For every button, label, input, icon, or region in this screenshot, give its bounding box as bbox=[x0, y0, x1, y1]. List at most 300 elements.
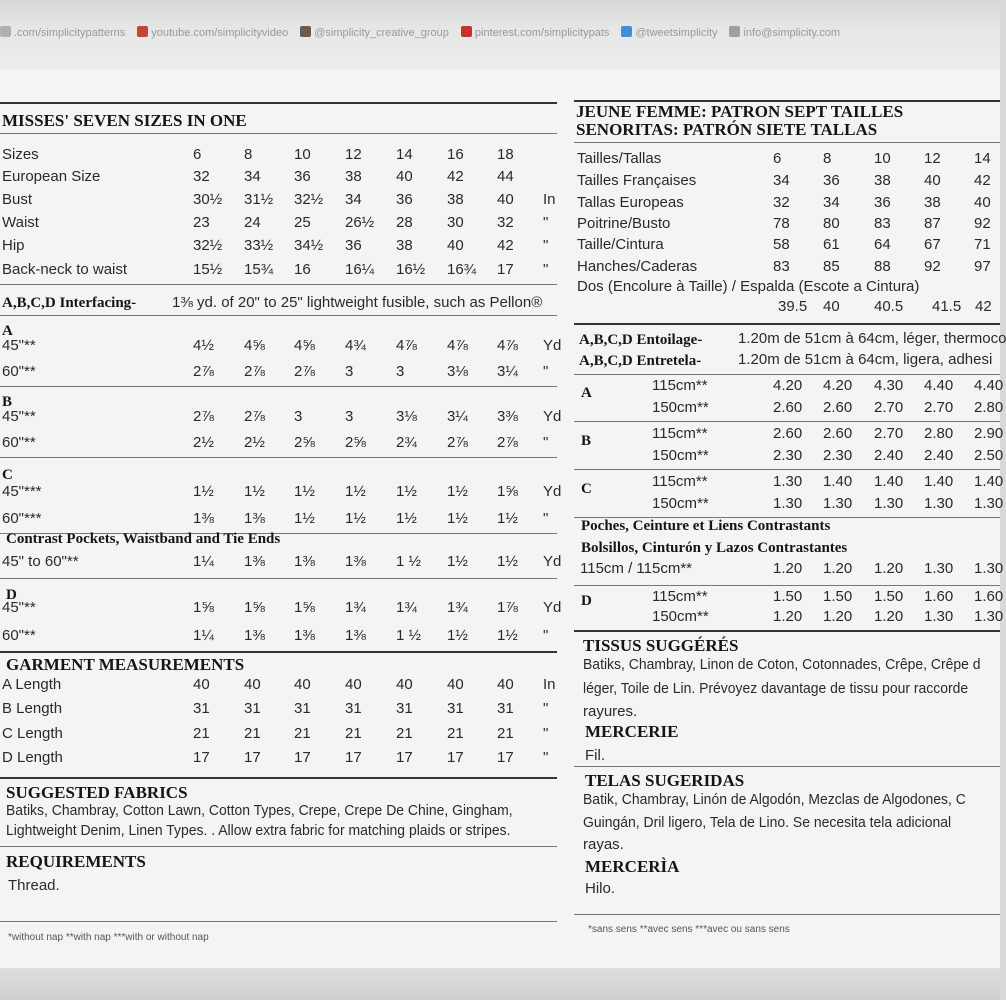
yardage-row-value: 1½ bbox=[396, 483, 417, 500]
yardage-row-value: 1⅝ bbox=[244, 599, 265, 616]
body-measurement-row-value: 18 bbox=[497, 146, 514, 163]
yardage-row-value: 2⅞ bbox=[244, 363, 265, 380]
divider bbox=[0, 386, 557, 387]
dos-value: 41.5 bbox=[932, 298, 962, 315]
merceria-text: Hilo. bbox=[585, 880, 616, 897]
body-measurement-row-value: 15½ bbox=[193, 261, 223, 278]
body-measurement-row-value: 32½ bbox=[193, 237, 223, 254]
body-measurement-row-value: 38 bbox=[396, 237, 413, 254]
garment-length-row-value: 40 bbox=[244, 676, 261, 693]
instagram-icon bbox=[300, 26, 311, 37]
metric-yardage-row-value: 2.60 bbox=[823, 399, 853, 416]
garment-length-row-value: 17 bbox=[294, 749, 311, 766]
yardage-row-value: 4¾ bbox=[345, 337, 366, 354]
social-link-5[interactable] bbox=[729, 27, 840, 39]
dos-value: 42 bbox=[975, 298, 992, 315]
twitter-icon bbox=[621, 26, 632, 37]
metric-measurement-row-value: 10 bbox=[874, 150, 891, 167]
metric-measurement-row-value: 42 bbox=[974, 172, 991, 189]
social-link-1[interactable] bbox=[137, 27, 288, 39]
body-measurement-row-value: 40 bbox=[497, 191, 514, 208]
body-measurement-row-value: 36 bbox=[396, 191, 413, 208]
body-measurement-row-label: Bust bbox=[2, 191, 33, 208]
body-measurement-row-value: 12 bbox=[345, 146, 362, 163]
right-footnote: *sans sens **avec sens ***avec ou sans sens bbox=[588, 924, 790, 935]
social-link-2[interactable] bbox=[300, 27, 449, 39]
yardage-row-value: 3 bbox=[294, 408, 303, 425]
yardage-row-value: 2⅞ bbox=[497, 434, 518, 451]
body-measurement-row-value: 42 bbox=[447, 168, 464, 185]
telas-text: rayas. bbox=[583, 836, 624, 853]
contrast-metric-row-label: 115cm / 115cm** bbox=[580, 560, 692, 577]
metric-yardage-row-value: 1.50 bbox=[874, 588, 904, 605]
yardage-row-value: 1⅜ bbox=[345, 627, 366, 644]
mercerie-title: MERCERIE bbox=[585, 722, 679, 741]
view-letter: C bbox=[581, 481, 592, 497]
interfacing-text: 1⅜ yd. of 20" to 25" lightweight fusible, such as Pellon® bbox=[172, 294, 543, 311]
tissus-text: rayures. bbox=[583, 703, 638, 720]
telas-sugeridas-title: TELAS SUGERIDAS bbox=[585, 771, 745, 790]
mercerie-text: Fil. bbox=[585, 747, 605, 764]
body-measurement-row-value: 32 bbox=[193, 168, 210, 185]
divider bbox=[0, 315, 557, 316]
garment-length-row-value: 31 bbox=[294, 700, 311, 717]
requirements-text: Thread. bbox=[8, 877, 60, 894]
yardage-row-value: 4½ bbox=[193, 337, 214, 354]
yardage-row-value: 4⅞ bbox=[497, 337, 518, 354]
requirements-title: REQUIREMENTS bbox=[6, 852, 146, 871]
metric-measurement-row-label: Tallas Europeas bbox=[577, 194, 684, 211]
body-measurement-row-value: 24 bbox=[244, 214, 261, 231]
divider bbox=[0, 651, 557, 653]
contrast-yardage-row-unit: Yd bbox=[543, 553, 562, 570]
web-icon bbox=[0, 26, 11, 37]
metric-yardage-row-value: 1.30 bbox=[924, 608, 954, 625]
yardage-row-label: 60"** bbox=[2, 627, 36, 644]
yardage-row-value: 1½ bbox=[396, 510, 417, 527]
body-measurement-row-value: 25 bbox=[294, 214, 311, 231]
social-links bbox=[0, 26, 1000, 44]
metric-measurement-row-value: 92 bbox=[924, 258, 941, 275]
telas-text: Batik, Chambray, Linón de Algodón, Mezclas de Algodones, C bbox=[583, 791, 966, 808]
garment-measurements-title: GARMENT MEASUREMENTS bbox=[6, 655, 245, 674]
telas-text: Guingán, Dril ligero, Tela de Lino. Se necesita tela adicional bbox=[583, 814, 952, 831]
garment-length-row-value: 40 bbox=[396, 676, 413, 693]
yardage-row-value: 1½ bbox=[447, 627, 468, 644]
metric-measurement-row-value: 87 bbox=[924, 215, 941, 232]
yardage-row-value: 4⅝ bbox=[294, 337, 315, 354]
body-measurement-row-unit: " bbox=[543, 214, 549, 231]
body-measurement-row-label: Back-neck to waist bbox=[2, 261, 128, 278]
body-measurement-row-value: 36 bbox=[345, 237, 362, 254]
metric-measurement-row-value: 64 bbox=[874, 236, 891, 253]
social-link-0[interactable] bbox=[0, 27, 125, 39]
divider bbox=[574, 914, 1000, 915]
metric-yardage-row-value: 4.20 bbox=[773, 377, 803, 394]
senoritas-title: SENORITAS: PATRÓN SIETE TALLAS bbox=[576, 120, 878, 139]
garment-length-row-value: 40 bbox=[193, 676, 210, 693]
metric-measurement-row-value: 71 bbox=[974, 236, 991, 253]
metric-measurement-row-value: 61 bbox=[823, 236, 840, 253]
yardage-row-value: 1¾ bbox=[396, 599, 417, 616]
body-measurement-row-value: 30½ bbox=[193, 191, 223, 208]
garment-length-row-value: 17 bbox=[244, 749, 261, 766]
yardage-row-unit: Yd bbox=[543, 408, 562, 425]
yardage-row-value: 1½ bbox=[345, 483, 366, 500]
garment-length-row-value: 21 bbox=[345, 725, 362, 742]
metric-measurement-row-value: 80 bbox=[823, 215, 840, 232]
metric-yardage-row-value: 2.80 bbox=[974, 399, 1004, 416]
divider bbox=[574, 585, 1000, 586]
yardage-row-value: 1½ bbox=[447, 510, 468, 527]
view-letter: B bbox=[581, 433, 592, 449]
yardage-row-unit: " bbox=[543, 627, 549, 644]
yardage-row-value: 1⅝ bbox=[294, 599, 315, 616]
yardage-row-value: 4⅞ bbox=[447, 337, 468, 354]
garment-length-row-value: 17 bbox=[497, 749, 514, 766]
yardage-row-label: 45"** bbox=[2, 337, 36, 354]
misses-sizes-title: MISSES' SEVEN SIZES IN ONE bbox=[2, 111, 247, 130]
view-letter: A bbox=[581, 385, 592, 401]
yardage-row-value: 1 ½ bbox=[396, 627, 422, 644]
contrast-pockets-title: Contrast Pockets, Waistband and Tie Ends bbox=[6, 531, 281, 547]
social-link-3[interactable] bbox=[461, 27, 610, 39]
metric-yardage-row-value: 4.30 bbox=[874, 377, 904, 394]
divider bbox=[0, 921, 557, 922]
body-measurement-row-label: Sizes bbox=[2, 146, 39, 163]
metric-yardage-row-label: 150cm** bbox=[652, 495, 709, 512]
garment-length-row-value: 31 bbox=[447, 700, 464, 717]
divider bbox=[574, 142, 1000, 143]
interfacing-label: A,B,C,D Interfacing- bbox=[2, 295, 137, 311]
yardage-row-unit: " bbox=[543, 434, 549, 451]
metric-yardage-row-label: 150cm** bbox=[652, 399, 709, 416]
yardage-row-value: 2⅞ bbox=[447, 434, 468, 451]
metric-yardage-row-value: 1.30 bbox=[974, 495, 1004, 512]
metric-yardage-row-value: 1.30 bbox=[874, 495, 904, 512]
metric-measurement-row-value: 40 bbox=[924, 172, 941, 189]
garment-length-row-unit: " bbox=[543, 725, 549, 742]
body-measurement-row-value: 32 bbox=[497, 214, 514, 231]
suggested-fabrics-text: Batiks, Chambray, Cotton Lawn, Cotton Types, Crepe, Crepe De Chine, Gingham, bbox=[6, 802, 513, 819]
metric-yardage-row-value: 2.60 bbox=[773, 399, 803, 416]
contrast-french-title: Poches, Ceinture et Liens Contrastants bbox=[581, 518, 831, 534]
metric-measurement-row-label: Hanches/Caderas bbox=[577, 258, 698, 275]
tissus-suggeres-title: TISSUS SUGGÉRÉS bbox=[583, 636, 739, 655]
garment-length-row-value: 40 bbox=[497, 676, 514, 693]
yardage-row-value: 3⅜ bbox=[497, 408, 518, 425]
contrast-metric-row-value: 1.30 bbox=[974, 560, 1004, 577]
yardage-row-value: 1⅝ bbox=[193, 599, 214, 616]
social-link-text: @tweetsimplicity bbox=[635, 27, 718, 39]
metric-yardage-row-value: 2.70 bbox=[874, 399, 904, 416]
metric-measurement-row-value: 85 bbox=[823, 258, 840, 275]
garment-length-row-value: 31 bbox=[345, 700, 362, 717]
body-measurement-row-value: 40 bbox=[447, 237, 464, 254]
garment-length-row-label: B Length bbox=[2, 700, 63, 717]
garment-length-row-value: 21 bbox=[244, 725, 261, 742]
suggested-fabrics-text: Lightweight Denim, Linen Types. . Allow extra fabric for matching plaids or stripes. bbox=[6, 822, 511, 839]
divider bbox=[0, 102, 557, 104]
yardage-row-value: 1⅜ bbox=[244, 627, 265, 644]
metric-yardage-row-value: 2.40 bbox=[924, 447, 954, 464]
metric-measurement-row-value: 40 bbox=[974, 194, 991, 211]
merceria-title: MERCERÌA bbox=[585, 857, 680, 876]
yardage-row-value: 2⅞ bbox=[244, 408, 265, 425]
left-footnote: *without nap **with nap ***with or without nap bbox=[8, 932, 209, 943]
yardage-row-value: 1⅝ bbox=[497, 483, 518, 500]
yardage-row-value: 1⅞ bbox=[497, 599, 518, 616]
metric-yardage-row-value: 2.70 bbox=[924, 399, 954, 416]
garment-length-row-value: 31 bbox=[193, 700, 210, 717]
yardage-row-value: 2¾ bbox=[396, 434, 417, 451]
divider bbox=[574, 374, 1000, 375]
garment-length-row-value: 21 bbox=[193, 725, 210, 742]
contrast-yardage-row-value: 1 ½ bbox=[396, 553, 422, 570]
garment-length-row-value: 21 bbox=[294, 725, 311, 742]
metric-yardage-row-value: 1.40 bbox=[874, 473, 904, 490]
metric-measurement-row-value: 67 bbox=[924, 236, 941, 253]
youtube-icon bbox=[137, 26, 148, 37]
yardage-row-value: 3¼ bbox=[497, 363, 518, 380]
body-measurement-row-value: 38 bbox=[345, 168, 362, 185]
metric-yardage-row-value: 2.50 bbox=[974, 447, 1004, 464]
contrast-yardage-row-value: 1½ bbox=[497, 553, 518, 570]
divider bbox=[0, 457, 557, 458]
yardage-row-value: 1½ bbox=[345, 510, 366, 527]
divider bbox=[574, 421, 1000, 422]
view-letter: D bbox=[6, 587, 17, 603]
body-measurement-row-value: 16 bbox=[294, 261, 311, 278]
yardage-row-value: 1⅜ bbox=[244, 510, 265, 527]
view-letter: A bbox=[2, 323, 13, 339]
social-link-4[interactable] bbox=[621, 27, 717, 39]
metric-yardage-row-value: 2.60 bbox=[773, 425, 803, 442]
yardage-row-unit: Yd bbox=[543, 599, 562, 616]
yardage-row-value: 1½ bbox=[497, 627, 518, 644]
garment-length-row-value: 17 bbox=[193, 749, 210, 766]
body-measurement-row-value: 8 bbox=[244, 146, 253, 163]
garment-length-row-value: 40 bbox=[345, 676, 362, 693]
body-measurement-row-value: 17 bbox=[497, 261, 514, 278]
metric-yardage-row-label: 115cm** bbox=[652, 473, 708, 490]
yardage-row-value: 1½ bbox=[294, 483, 315, 500]
yardage-row-value: 1½ bbox=[193, 483, 214, 500]
yardage-row-label: 60"** bbox=[2, 363, 36, 380]
garment-length-row-value: 17 bbox=[447, 749, 464, 766]
body-measurement-row-value: 23 bbox=[193, 214, 210, 231]
yardage-row-value: 3⅛ bbox=[447, 363, 468, 380]
divider bbox=[574, 323, 1000, 325]
garment-length-row-value: 31 bbox=[396, 700, 413, 717]
metric-yardage-row-value: 2.30 bbox=[773, 447, 803, 464]
metric-measurement-row-value: 88 bbox=[874, 258, 891, 275]
metric-yardage-row-value: 2.70 bbox=[874, 425, 904, 442]
body-measurement-row-label: Hip bbox=[2, 237, 25, 254]
metric-measurement-row-value: 32 bbox=[773, 194, 790, 211]
metric-measurement-row-value: 34 bbox=[773, 172, 790, 189]
yardage-row-value: 1¾ bbox=[447, 599, 468, 616]
metric-measurement-row-value: 34 bbox=[823, 194, 840, 211]
tissus-text: Batiks, Chambray, Linon de Coton, Cotonnades, Crêpe, Crêpe d bbox=[583, 656, 981, 673]
body-measurement-row-value: 15¾ bbox=[244, 261, 274, 278]
metric-yardage-row-value: 2.30 bbox=[823, 447, 853, 464]
metric-measurement-row-value: 58 bbox=[773, 236, 790, 253]
body-measurement-row-value: 16¾ bbox=[447, 261, 477, 278]
garment-length-row-value: 17 bbox=[396, 749, 413, 766]
dos-value: 40 bbox=[823, 298, 840, 315]
body-measurement-row-value: 44 bbox=[497, 168, 514, 185]
metric-yardage-row-label: 115cm** bbox=[652, 588, 708, 605]
entoilage-text: 1.20m de 51cm à 64cm, léger, thermoco bbox=[738, 330, 1006, 347]
social-link-text: .com/simplicitypatterns bbox=[14, 27, 126, 39]
contrast-spanish-title: Bolsillos, Cinturón y Lazos Contrastantes bbox=[581, 540, 848, 556]
metric-yardage-row-value: 1.20 bbox=[874, 608, 904, 625]
yardage-row-unit: Yd bbox=[543, 337, 562, 354]
yardage-row-value: 2⅞ bbox=[294, 363, 315, 380]
divider bbox=[0, 846, 557, 847]
yardage-row-unit: " bbox=[543, 363, 549, 380]
metric-yardage-row-label: 115cm** bbox=[652, 425, 708, 442]
contrast-yardage-row-value: 1⅜ bbox=[345, 553, 366, 570]
social-link-text: info@simplicity.com bbox=[743, 27, 841, 39]
garment-length-row-value: 31 bbox=[497, 700, 514, 717]
entretela-text: 1.20m de 51cm à 64cm, ligera, adhesi bbox=[738, 351, 993, 368]
garment-length-row-label: A Length bbox=[2, 676, 62, 693]
body-measurement-row-value: 34 bbox=[244, 168, 261, 185]
metric-measurement-row-label: Tailles Françaises bbox=[577, 172, 697, 189]
metric-yardage-row-value: 4.40 bbox=[974, 377, 1004, 394]
suggested-fabrics-title: SUGGESTED FABRICS bbox=[6, 783, 188, 802]
body-measurement-row-label: European Size bbox=[2, 168, 101, 185]
garment-length-row-label: C Length bbox=[2, 725, 63, 742]
garment-length-row-unit: In bbox=[543, 676, 556, 693]
metric-yardage-row-value: 1.60 bbox=[924, 588, 954, 605]
tissus-text: léger, Toile de Lin. Prévoyez davantage de tissu pour raccorde bbox=[583, 680, 969, 697]
social-link-text: youtube.com/simplicityvideo bbox=[151, 27, 289, 39]
contrast-yardage-row-label: 45" to 60"** bbox=[2, 553, 79, 570]
yardage-row-value: 1½ bbox=[244, 483, 265, 500]
yardage-row-label: 45"** bbox=[2, 408, 36, 425]
body-measurement-row-value: 6 bbox=[193, 146, 202, 163]
view-letter: B bbox=[2, 394, 13, 410]
metric-measurement-row-value: 97 bbox=[974, 258, 991, 275]
yardage-row-value: 1⅜ bbox=[294, 627, 315, 644]
metric-yardage-row-label: 150cm** bbox=[652, 447, 709, 464]
yardage-row-label: 60"** bbox=[2, 434, 36, 451]
garment-length-row-value: 21 bbox=[497, 725, 514, 742]
yardage-row-unit: Yd bbox=[543, 483, 562, 500]
body-measurement-row-value: 16¼ bbox=[345, 261, 375, 278]
yardage-row-value: 2½ bbox=[193, 434, 214, 451]
view-letter: C bbox=[2, 467, 13, 483]
yardage-row-label: 45"** bbox=[2, 599, 36, 616]
garment-length-row-unit: " bbox=[543, 749, 549, 766]
metric-yardage-row-value: 1.30 bbox=[823, 495, 853, 512]
contrast-yardage-row-value: 1⅜ bbox=[244, 553, 265, 570]
garment-length-row-value: 40 bbox=[294, 676, 311, 693]
page-edge bbox=[0, 968, 1000, 1000]
jeune-femme-title: JEUNE FEMME: PATRON SEPT TAILLES bbox=[576, 102, 904, 121]
yardage-row-value: 1½ bbox=[447, 483, 468, 500]
contrast-yardage-row-value: 1¼ bbox=[193, 553, 214, 570]
contrast-metric-row-value: 1.30 bbox=[924, 560, 954, 577]
metric-yardage-row-value: 2.40 bbox=[874, 447, 904, 464]
metric-yardage-row-label: 115cm** bbox=[652, 377, 708, 394]
body-measurement-row-value: 33½ bbox=[244, 237, 274, 254]
yardage-row-value: 1½ bbox=[294, 510, 315, 527]
yardage-row-label: 45"*** bbox=[2, 483, 42, 500]
metric-measurement-row-label: Poitrine/Busto bbox=[577, 215, 671, 232]
metric-yardage-row-value: 1.30 bbox=[773, 473, 803, 490]
yardage-row-label: 60"*** bbox=[2, 510, 42, 527]
yardage-row-value: 3 bbox=[396, 363, 405, 380]
body-measurement-row-value: 16½ bbox=[396, 261, 426, 278]
garment-length-row-value: 21 bbox=[447, 725, 464, 742]
yardage-row-value: 1¾ bbox=[345, 599, 366, 616]
view-letter: D bbox=[581, 593, 592, 609]
metric-yardage-row-value: 2.80 bbox=[924, 425, 954, 442]
body-measurement-row-value: 31½ bbox=[244, 191, 274, 208]
metric-yardage-row-value: 4.40 bbox=[924, 377, 954, 394]
metric-yardage-row-value: 1.30 bbox=[773, 495, 803, 512]
garment-length-row-value: 17 bbox=[345, 749, 362, 766]
yardage-row-value: 2⅞ bbox=[193, 363, 214, 380]
metric-yardage-row-value: 1.40 bbox=[823, 473, 853, 490]
contrast-yardage-row-value: 1⅜ bbox=[294, 553, 315, 570]
yardage-row-value: 4⅞ bbox=[396, 337, 417, 354]
body-measurement-row-value: 28 bbox=[396, 214, 413, 231]
body-measurement-row-value: 42 bbox=[497, 237, 514, 254]
yardage-row-value: 3 bbox=[345, 363, 354, 380]
yardage-row-value: 1⅜ bbox=[193, 510, 214, 527]
yardage-row-value: 1½ bbox=[497, 510, 518, 527]
body-measurement-row-unit: " bbox=[543, 237, 549, 254]
entoilage-label: A,B,C,D Entoilage- bbox=[579, 332, 703, 348]
metric-measurement-row-value: 12 bbox=[924, 150, 941, 167]
yardage-row-value: 2⅝ bbox=[294, 434, 315, 451]
divider bbox=[574, 630, 1000, 632]
social-link-text: pinterest.com/simplicitypats bbox=[474, 27, 610, 39]
metric-measurement-row-label: Tailles/Tallas bbox=[577, 150, 662, 167]
metric-yardage-row-value: 1.50 bbox=[823, 588, 853, 605]
body-measurement-row-value: 10 bbox=[294, 146, 311, 163]
yardage-row-value: 2½ bbox=[244, 434, 265, 451]
metric-measurement-row-value: 38 bbox=[874, 172, 891, 189]
mail-icon bbox=[729, 26, 740, 37]
body-measurement-row-value: 26½ bbox=[345, 214, 375, 231]
garment-length-row-unit: " bbox=[543, 700, 549, 717]
divider bbox=[574, 469, 1000, 470]
metric-yardage-row-value: 1.20 bbox=[823, 608, 853, 625]
metric-measurement-row-value: 92 bbox=[974, 215, 991, 232]
metric-measurement-row-value: 78 bbox=[773, 215, 790, 232]
metric-measurement-row-value: 36 bbox=[874, 194, 891, 211]
yardage-row-value: 3 bbox=[345, 408, 354, 425]
dos-value: 40.5 bbox=[874, 298, 904, 315]
yardage-row-value: 2⅝ bbox=[345, 434, 366, 451]
yardage-row-value: 4⅝ bbox=[244, 337, 265, 354]
metric-measurement-row-value: 83 bbox=[874, 215, 891, 232]
divider bbox=[0, 777, 557, 779]
yardage-row-value: 2⅞ bbox=[193, 408, 214, 425]
body-measurement-row-value: 14 bbox=[396, 146, 413, 163]
yardage-row-unit: " bbox=[543, 510, 549, 527]
metric-yardage-row-value: 1.50 bbox=[773, 588, 803, 605]
body-measurement-row-value: 40 bbox=[396, 168, 413, 185]
metric-yardage-row-value: 1.60 bbox=[974, 588, 1004, 605]
contrast-metric-row-value: 1.20 bbox=[823, 560, 853, 577]
